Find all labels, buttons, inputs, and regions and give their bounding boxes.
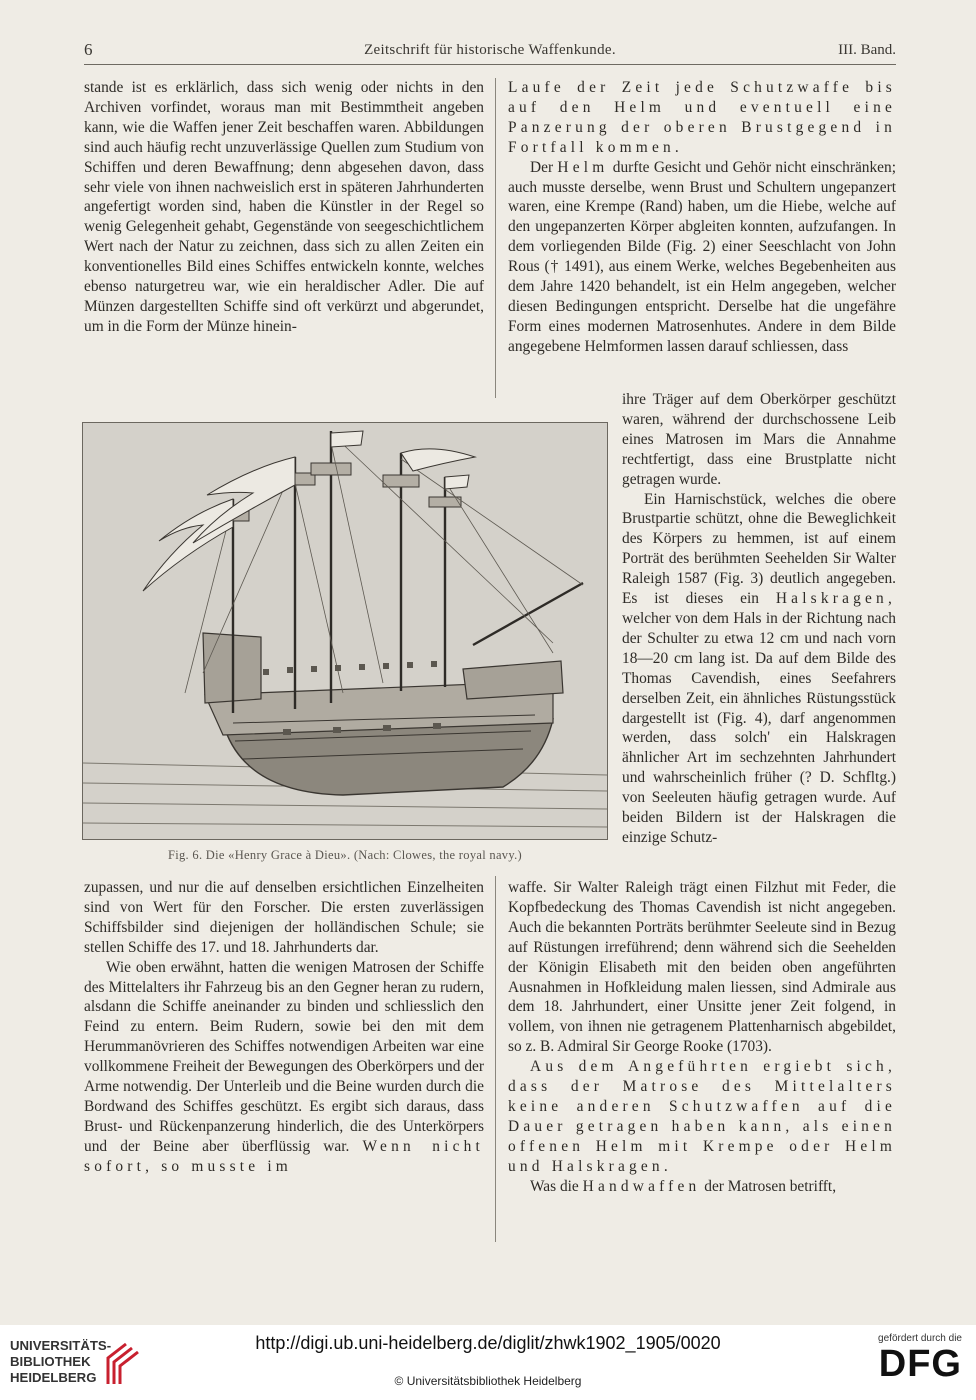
paragraph <box>508 158 896 357</box>
text-run: welcher von dem Hals in der Richtung nach der Schulter zu etwa 12 cm und nach vorn 18—20 cm lang ist. Da auf dem Bilde des Thomas Cavendish, eines Seefahrers derselben Zeit, ein ähnliches Rüstungsstück dargestellt ist (Fig. 4), darf angenommen werden, dass solch' ein Halskragen ähnlicher Art im sechzehnten Jahrhundert und wahrscheinlich früher (? D. Schfltg.) von Seeleuten häufig getragen wurde. Auf beiden Bildern ist der Halskragen die einzige Schutz- <box>622 609 896 846</box>
column-divider <box>495 78 496 398</box>
text-run: Der <box>530 158 554 176</box>
journal-title: Zeitschrift für historische Waffenkunde. <box>364 42 616 58</box>
paragraph: waffe. Sir Walter Raleigh trägt einen Filzhut mit Feder, die Kopfbedeckung des Thomas Cavendish ist nicht angegeben. Auch die bekannten Porträts berühmter Seeleute sind in Bezug auf Rüstungen irreführend; denn während sich die Seehelden der Königin Elisabeth mit den beiden oben angeführten Ausnahmen in Hofkleidung malen liessen, sind Admirale aus dem 18. Jahrhundert, einer Unsitte jener Zeit folgend, in vollem, von ihnen nie getragenem Plattenharnisch abgebildet, so z. B. Admiral Sir George Rooke (1703). <box>508 879 896 1056</box>
dfg-wordmark: DFG <box>878 1343 962 1385</box>
left-column-bottom <box>84 878 484 1177</box>
spaced-term: Helm <box>557 158 609 176</box>
right-column-wrap <box>622 390 896 848</box>
page-number: 6 <box>84 40 93 59</box>
text-run: durfte Gesicht und Gehör nicht einschränken; auch musste derselbe, wenn Brust und Schultern ungepanzert waren, eine Krempe (Rand) haben, um die Hiebe, welche auf den ungepanzerten Körper abgleiten konnten, aufzufangen. In dem vorliegenden Bilde (Fig. 2) einer Seeschlacht von John Rous († 1491), aus einem Werke, welches Begebenheiten aus dem Jahre 1420 behandelt, ist ein Helm angegeben, welcher diesen Bedingungen entspricht. Derselbe hat die ungefähre Form eines modernen Matrosenhutes. Andere in dem Bilde angegebene Helmformen lassen darauf schliessen, dass <box>508 158 896 355</box>
dfg-logo[interactable] <box>852 1333 962 1384</box>
right-column-top <box>508 78 896 357</box>
paragraph: zupassen, und nur die auf denselben ersichtlichen Einzelheiten sind von Wert für den Forscher. Die ersten zuverlässigen Schiffsbilder sind diejenigen der holländischen Schule; sie stellen Schiffe des 17. und 18. Jahrhunderts dar. <box>84 879 484 956</box>
text-run: der Matrosen betrifft, <box>704 1177 837 1195</box>
spaced-term: Wenn nicht sofort, so musste im <box>84 1137 484 1175</box>
paragraph <box>84 958 484 1177</box>
paragraph <box>622 490 896 848</box>
permalink-url[interactable]: http://digi.ub.uni-heidelberg.de/diglit/zhwk1902_1905/0020 <box>255 1333 721 1353</box>
running-header <box>84 38 896 64</box>
text-run: Ein Harnischstück, welches die obere Brustpartie schützt, ohne die Beweglichkeit des Körpers zu hemmen, ist auf einem Porträt des berühmten Seehelden Sir Walter Raleigh 1587 (Fig. 3) deutlich angegeben. Es ist dieses ein <box>622 490 896 608</box>
spaced-term: Handwaffen <box>582 1177 701 1195</box>
copyright-notice: © Universitätsbibliothek Heidelberg <box>394 1374 582 1388</box>
ship-illustration <box>82 422 608 840</box>
right-column-bottom <box>508 878 896 1197</box>
text-run: Was die <box>530 1177 579 1195</box>
figure-caption: Fig. 6. Die «Henry Grace à Dieu». (Nach: Clowes, the royal navy.) <box>167 848 522 862</box>
spaced-term: Halskragen, <box>775 590 896 608</box>
text-run: Wie oben erwähnt, hatten die wenigen Matrosen der Schiffe des Mittelalters ihr Fahrzeug bis an den Gegner heran zu rudern, alsdann die Schiffe aneinander zu binden und schliesslich den Feind zu entern. Beim Rudern, sowie bei den mit dem Herummanövrieren des Schiffes notwendigen Arbeiten war eine vollkommene Freiheit der Bewegungen des Oberkörpers und der Arme notwendig. Der Unterleib und die Beine wurden durch die Bordwand des Schiffes geschützt. Es ergibt sich daraus, dass Brust- und Rückenpanzerung hinderlich, die des Unterkörpers und der Beine aber überflüssig war. <box>84 958 484 1155</box>
paragraph: stande ist es erklärlich, dass sich wenig oder nichts in den Archiven vorfindet, woraus man mit Bestimmtheit angeben kann, wie die Waffen jener Zeit beschaffen waren. Abbildungen sind auch häufig recht unzuverlässige Quellen zum Studium von Schiffen und deren Bewaffnung; denn abgesehen davon, dass sehr viele von ihnen nachweislich erst in späteren Jahrhunderten angefertigt worden sind, haben die Künstler in der Regel so wenig Gelegenheit gehabt, Gegenstände von seegeschichtlichem Wert nach der Natur zu zeichnen, dass sich zu allen Zeiten ein konventionelles Bild eines Schiffes entwickeln konnte, welches ebenso naturgetreu war, wie ein heraldischer Adler. Die auf Münzen dargestellten Schiffe sind oft verkürzt und abgerundet, um in die Form der Münze hinein- <box>84 79 484 335</box>
left-column-top <box>84 78 484 337</box>
footer-bar <box>0 1325 976 1400</box>
volume-label: III. Band. <box>838 42 896 58</box>
paragraph: ihre Träger auf dem Oberkörper geschützt waren, während der durchschossene Leib eines Matrosen im Mars die Annahme rechtfertigt, dass eine Brustplatte nicht getragen wurde. <box>622 391 896 488</box>
library-name: UNIVERSITÄTS- BIBLIOTHEK HEIDELBERG <box>10 1338 112 1385</box>
paragraph-spaced: Laufe der Zeit jede Schutzwaffe bis auf den Helm und eventuell eine Panzerung der oberen Brustgegend in Fortfall kommen. <box>508 79 896 156</box>
header-rule <box>84 64 896 65</box>
paragraph-spaced: Aus dem Angeführten ergiebt sich, dass der Matrose des Mittelalters keine anderen Schutzwaffen auf die Dauer getragen haben kann, als einen offenen Helm mit Krempe oder Helm und Halskragen. <box>508 1058 896 1175</box>
paragraph <box>508 1177 896 1197</box>
ship-engraving <box>83 423 608 840</box>
funded-by-label: gefördert durch die <box>878 1333 962 1344</box>
column-divider <box>495 876 496 1242</box>
